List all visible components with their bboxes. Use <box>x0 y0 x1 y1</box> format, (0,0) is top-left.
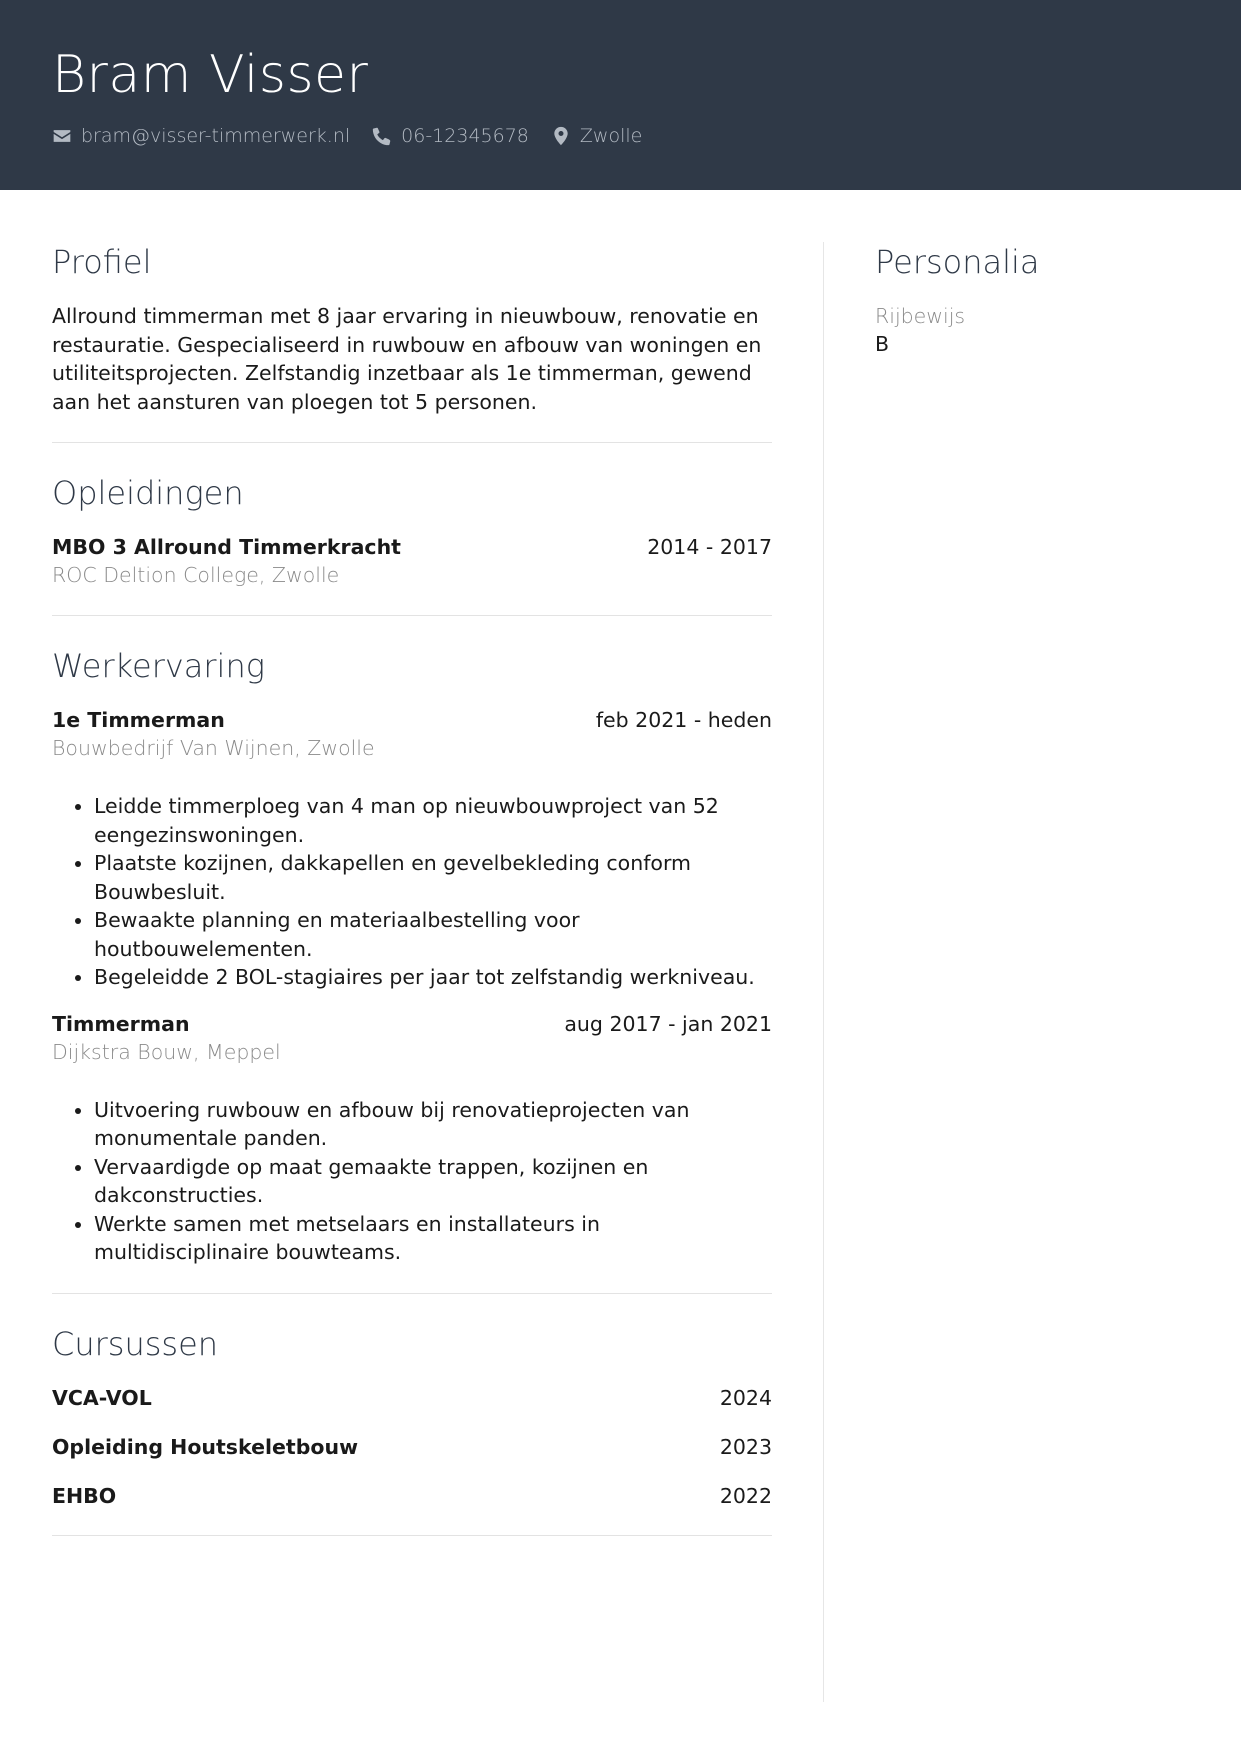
bullet-item: • Leidde timmerploeg van 4 man op nieuwbouwproject van 52 eengezinswoningen. <box>94 792 772 849</box>
experience-company: Bouwbedrijf Van Wijnen, Zwolle <box>52 736 375 760</box>
profile-text: Allround timmerman met 8 jaar ervaring in nieuwbouw, renovatie en restauratie. Gespecialiseerd in ruwbouw en afbouw van woningen en utiliteitsprojecten. Zelfstandig inzetbaar als 1e timmerman, gewend aan het aansturen van ploegen tot 5 personen. <box>52 304 762 414</box>
profile-section <box>52 242 772 443</box>
course-row <box>52 1433 772 1461</box>
candidate-name: Bram Visser <box>52 45 369 105</box>
course-row <box>52 1384 772 1412</box>
bullet-item: • Bewaakte planning en materiaalbestelling voor houtbouwelementen. <box>94 906 772 963</box>
phone-icon <box>372 126 392 146</box>
contact-location <box>551 125 642 147</box>
experience-dates: feb 2021 - heden <box>595 708 772 732</box>
course-name: Opleiding Houtskeletbouw <box>52 1434 359 1459</box>
contact-phone[interactable] <box>372 125 529 147</box>
course-year: 2022 <box>719 1483 772 1508</box>
bullet-item: • Begeleidde 2 BOL-stagiaires per jaar tot zelfstandig werkniveau. <box>94 963 772 992</box>
bullet-item: • Plaatste kozijnen, dakkapellen en gevelbekleding conform Bouwbesluit. <box>94 849 772 906</box>
courses-section <box>52 1324 772 1536</box>
course-year: 2024 <box>719 1385 772 1410</box>
personal-label: Rijbewijs <box>875 304 966 328</box>
experience-section <box>52 646 772 1294</box>
contact-location-text: Zwolle <box>579 125 643 147</box>
section-title-personal: Personalia <box>875 243 1040 281</box>
envelope-icon <box>52 126 72 146</box>
experience-role: 1e Timmerman <box>52 708 225 732</box>
experience-dates: aug 2017 - jan 2021 <box>564 1011 772 1036</box>
contact-bar <box>52 122 642 150</box>
contact-email-text: bram@visser-timmerwerk.nl <box>81 125 351 147</box>
sidebar-column <box>875 242 1195 358</box>
education-entry <box>52 533 772 589</box>
column-divider <box>823 242 824 1702</box>
bullet-item: • Uitvoering ruwbouw en afbouw bij renovatieprojecten van monumentale panden. <box>94 1096 772 1153</box>
map-pin-icon <box>551 126 571 146</box>
course-name: VCA-VOL <box>52 1385 152 1410</box>
education-dates: 2014 - 2017 <box>647 535 772 559</box>
contact-email[interactable] <box>52 125 350 147</box>
section-title-profile: Profiel <box>52 243 152 281</box>
experience-bullets <box>52 1096 772 1267</box>
header <box>0 0 1241 190</box>
bullet-item: • Werkte samen met metselaars en installateurs in multidisciplinaire bouwteams. <box>94 1210 772 1267</box>
bullet-item: • Vervaardigde op maat gemaakte trappen, kozijnen en dakconstructies. <box>94 1153 772 1210</box>
experience-role: Timmerman <box>52 1011 190 1036</box>
contact-phone-text: 06-12345678 <box>401 125 529 147</box>
section-title-experience: Werkervaring <box>52 647 265 685</box>
education-degree: MBO 3 Allround Timmerkracht <box>52 535 401 559</box>
personal-value: B <box>875 332 890 356</box>
section-title-courses: Cursussen <box>52 1324 219 1363</box>
experience-bullets <box>52 792 772 992</box>
experience-entry <box>52 706 772 992</box>
education-school: ROC Deltion College, Zwolle <box>52 563 340 587</box>
main-column <box>52 242 772 1566</box>
section-title-education: Opleidingen <box>52 474 244 512</box>
course-row <box>52 1482 772 1510</box>
experience-company: Dijkstra Bouw, Meppel <box>52 1039 281 1064</box>
course-year: 2023 <box>719 1434 772 1459</box>
experience-entry <box>52 1010 772 1267</box>
course-name: EHBO <box>52 1483 117 1508</box>
education-section <box>52 473 772 616</box>
